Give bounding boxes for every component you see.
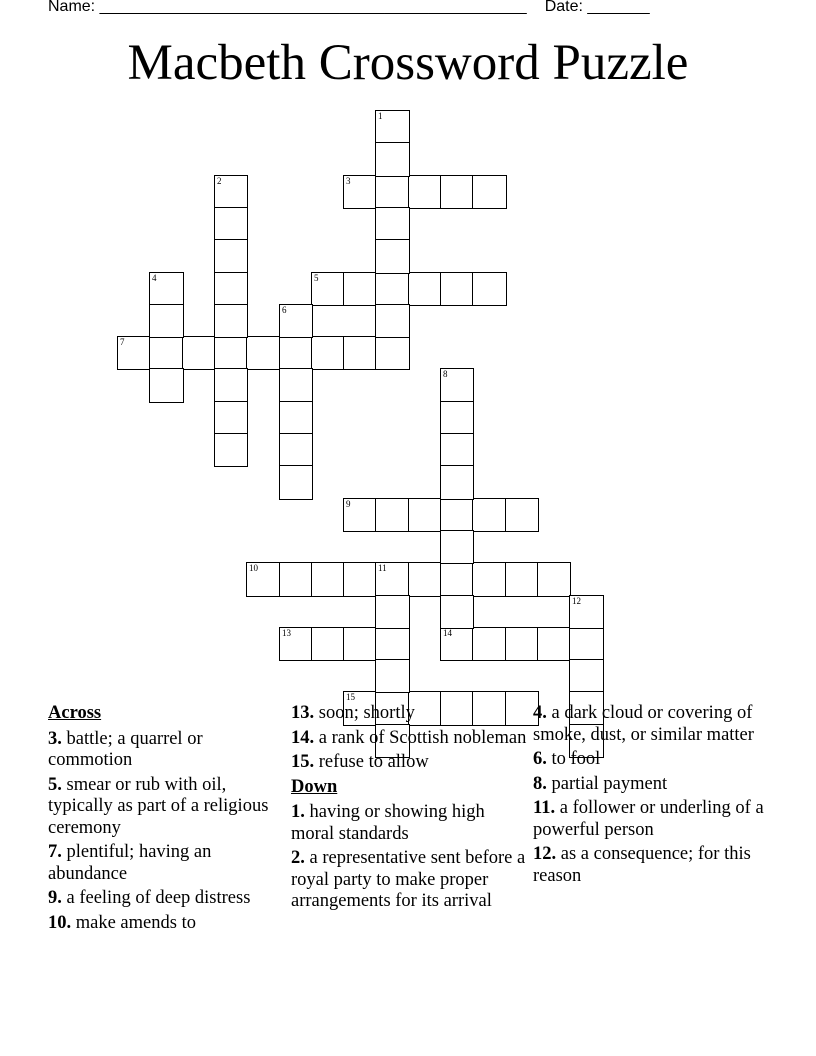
clue-number: 10. [48,912,72,933]
grid-cell[interactable] [375,304,410,338]
grid-cell[interactable] [505,627,539,661]
grid-cell[interactable] [472,627,507,661]
grid-cell[interactable] [343,336,377,370]
grid-cell[interactable] [375,336,410,370]
grid-cell[interactable] [537,627,571,661]
clue-across-3 [48,729,284,772]
clue-across-13 [291,703,527,725]
grid-cell[interactable] [279,433,313,467]
cell-number: 11 [378,563,387,573]
clue-text: a rank of Scottish nobleman [318,727,527,748]
cell-number: 7 [120,337,125,347]
clue-number: 4. [533,703,547,723]
grid-cell[interactable] [472,272,507,306]
grid-cell[interactable] [375,659,410,693]
down-heading: Down [291,776,338,797]
grid-cell[interactable] [408,562,442,597]
grid-cell[interactable] [375,110,410,144]
grid-cell[interactable] [569,627,604,661]
grid-cell[interactable] [279,562,313,597]
grid-cell[interactable] [279,465,313,500]
date-field-label[interactable]: Date: _______ [544,0,650,15]
grid-cell[interactable] [149,368,184,403]
cell-number: 10 [249,563,258,573]
clue-number: 6. [533,749,547,769]
clue-across-14 [291,728,527,750]
clue-number: 15. [291,752,315,772]
clue-down-8 [533,774,769,796]
clue-number: 13. [291,703,315,723]
grid-cell[interactable] [537,562,571,597]
cell-number: 5 [314,273,319,283]
grid-cell[interactable] [375,272,410,306]
clue-down-12 [533,844,769,887]
grid-cell[interactable] [343,272,377,306]
clue-text: a feeling of deep distress [66,888,251,908]
grid-cell[interactable] [375,142,410,177]
clue-text: smear or rub with oil, typically as part of a religious ceremony [48,774,269,838]
grid-cell[interactable] [375,562,410,597]
grid-cell[interactable] [440,433,474,467]
grid-cell[interactable] [117,336,151,370]
grid-cell[interactable] [182,336,216,370]
grid-cell[interactable] [472,175,507,209]
clue-number: 5. [48,774,62,795]
grid-cell[interactable] [440,401,474,435]
clue-text: to fool [551,749,601,769]
page-title: Macbeth Crossword Puzzle [127,35,689,91]
grid-cell[interactable] [440,175,474,209]
grid-cell[interactable] [343,175,377,209]
clue-across-15 [291,752,527,774]
cell-number: 14 [443,628,452,638]
cell-number: 1 [378,111,383,121]
grid-cell[interactable] [343,498,377,532]
grid-cell[interactable] [472,562,507,597]
grid-cell[interactable] [214,175,248,209]
grid-cell[interactable] [408,272,442,306]
grid-cell[interactable] [440,498,474,532]
grid-cell[interactable] [375,207,410,241]
grid-cell[interactable] [343,627,377,661]
clue-text: soon; shortly [318,703,415,723]
grid-cell[interactable] [279,304,313,338]
grid-cell[interactable] [408,175,442,209]
grid-cell[interactable] [246,562,281,597]
grid-cell[interactable] [214,433,248,467]
grid-cell[interactable] [472,498,507,532]
grid-cell[interactable] [279,627,313,661]
grid-cell[interactable] [375,498,410,532]
clue-number: 14. [291,727,315,748]
clue-number: 12. [533,844,557,864]
grid-cell[interactable] [375,175,410,209]
clue-across-5 [48,775,284,840]
clues-column-3 [533,703,769,890]
clue-across-10 [48,913,284,935]
grid-cell[interactable] [246,336,281,370]
cell-number: 3 [346,176,351,186]
clue-down-6 [533,749,769,771]
clue-down-2 [291,848,527,913]
cell-number: 13 [282,628,291,638]
clue-text: partial payment [551,773,668,794]
clue-text: plentiful; having an abundance [48,842,212,884]
clue-text: a follower or underling of a powerful person [533,798,764,840]
grid-cell[interactable] [375,595,410,629]
clue-text: having or showing high moral standards [291,802,485,844]
clues-column-2 [291,703,527,916]
clue-number: 2. [291,848,305,868]
clue-number: 7. [48,842,62,862]
clue-down-4 [533,703,769,746]
grid-cell[interactable] [214,304,248,338]
grid-cell[interactable] [214,401,248,435]
grid-cell[interactable] [375,239,410,274]
cell-number: 9 [346,499,351,509]
clue-text: a dark cloud or covering of smoke, dust, or similar matter [533,703,754,745]
grid-cell[interactable] [440,465,474,500]
clues-column-1 [48,703,284,937]
clue-number: 1. [291,802,305,822]
grid-cell[interactable] [569,595,604,629]
clue-number: 8. [533,773,547,794]
grid-cell[interactable] [214,207,248,241]
grid-cell[interactable] [279,336,313,370]
grid-cell[interactable] [214,239,248,274]
clue-text: refuse to allow [318,752,429,772]
cell-number: 8 [443,369,448,379]
grid-cell[interactable] [375,627,410,661]
grid-cell[interactable] [408,498,442,532]
clue-text: as a consequence; for this reason [533,844,751,886]
name-field-label[interactable]: Name: ________________________________________________ [48,0,527,15]
cell-number: 15 [346,692,355,702]
clue-across-9 [48,888,284,910]
cell-number: 2 [217,176,222,186]
clue-text: make amends to [75,912,196,933]
grid-cell[interactable] [311,627,345,661]
grid-cell[interactable] [569,659,604,693]
header [48,0,768,16]
across-heading: Across [48,703,102,723]
cell-number: 4 [152,273,157,283]
cell-number: 12 [572,596,581,606]
grid-cell[interactable] [279,401,313,435]
clue-down-11 [533,798,769,841]
grid-cell[interactable] [505,562,539,597]
clue-text: battle; a quarrel or commotion [48,728,203,770]
grid-cell[interactable] [440,595,474,629]
clue-across-7 [48,842,284,885]
grid-cell[interactable] [311,336,345,370]
grid-cell[interactable] [440,530,474,564]
clue-down-1 [291,802,527,845]
grid-cell[interactable] [505,498,539,532]
grid-cell[interactable] [214,336,248,370]
grid-cell[interactable] [149,336,184,370]
grid-cell[interactable] [440,368,474,403]
grid-cell[interactable] [440,272,474,306]
grid-cell[interactable] [311,562,345,597]
grid-cell[interactable] [214,368,248,403]
grid-cell[interactable] [440,627,474,661]
clue-number: 3. [48,728,62,749]
cell-number: 6 [282,305,287,315]
grid-cell[interactable] [440,562,474,597]
clue-number: 11. [533,798,556,818]
grid-cell[interactable] [214,272,248,306]
grid-cell[interactable] [311,272,345,306]
grid-cell[interactable] [149,272,184,306]
grid-cell[interactable] [149,304,184,338]
clue-text: a representative sent before a royal party to make proper arrangements for its arrival [291,848,526,911]
grid-cell[interactable] [279,368,313,403]
grid-cell[interactable] [343,562,377,597]
clue-number: 9. [48,888,62,908]
